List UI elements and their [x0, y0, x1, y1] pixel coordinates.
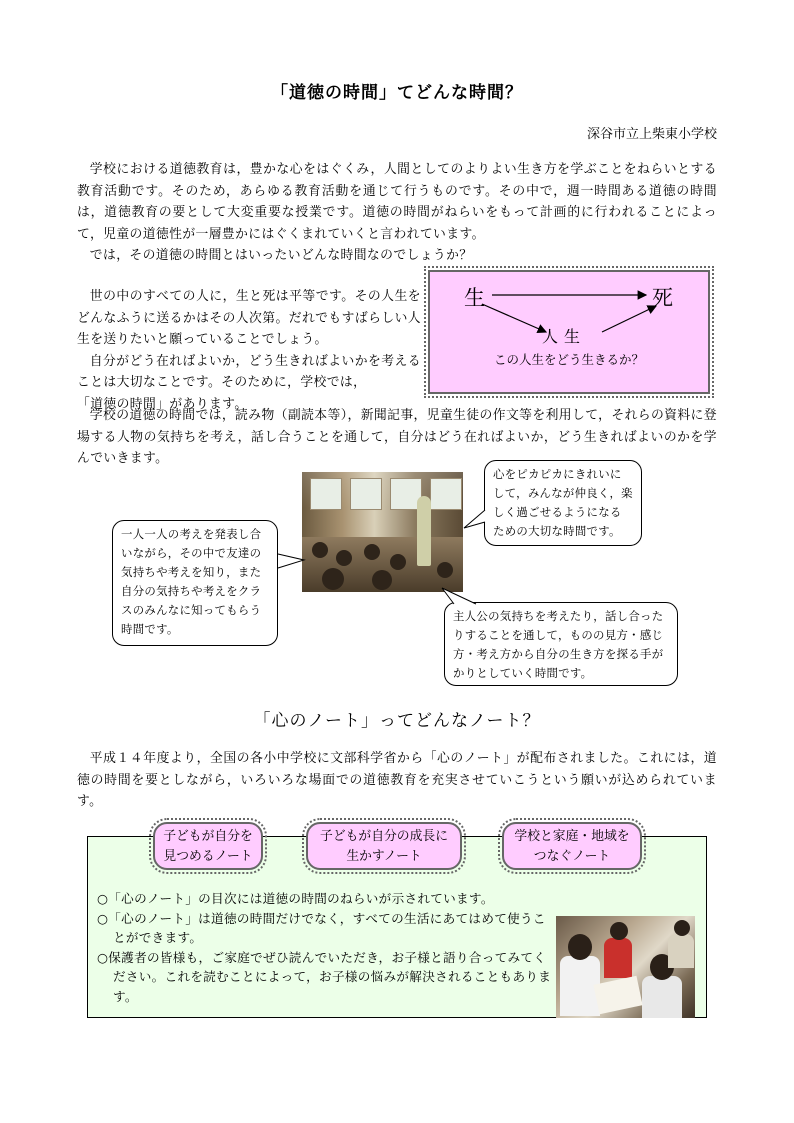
bubble-tail-bottom-right — [440, 586, 480, 606]
section2-paragraph: 平成１４年度より，全国の各小中学校に文部科学省から「心のノート」が配布されました。これには，道徳の時間を要としながら，いろいろな場面での道徳教育を充実させていこうという願いが込められています。 — [77, 751, 717, 809]
section2-text — [77, 748, 717, 813]
body-paragraph-4: 学校の道徳の時間では，読み物（副読本等），新聞記事，児童生徒の作文等を利用して，それらの資料に登場する人物の気持ちを考え，話し合うことを通して，自分はどう在ればよいか，どう生きればよいのかを学んでいきます。 — [77, 408, 717, 466]
note-pill-1-line1: 子どもが自分を — [163, 829, 253, 844]
note-pill-1 — [153, 822, 263, 870]
speech-bubble-top-right: 心をピカピカにきれいにして，みんなが仲良く，楽しく過ごせるようになるための大切な時間です。 — [484, 460, 642, 546]
body-paragraph-1: 世の中のすべての人に，生と死は平等です。その人生をどんなふうに送るかはその人次第。だれでもすばらしい人生を送りたいと願っていることでしょう。 — [77, 289, 421, 347]
bubble-tail-left — [276, 552, 306, 574]
life-start-label: 生 — [464, 286, 485, 310]
note-pill-1-line2: 見つめるノート — [163, 849, 253, 864]
note-pill-2-line1: 子どもが自分の成長に — [320, 829, 448, 844]
students-reading-photo — [556, 916, 695, 1018]
intro-paragraph-1: 学校における道徳教育は，豊かな心をはぐくみ，人間としてのよりよい生き方を学ぶことをねらいとする教育活動です。そのため，あらゆる教育活動を通じて行うものです。その中で，週一時間ある道徳の時間は，道徳教育の要として大変重要な授業です。道徳の時間がねらいをもって計画的に行われることによって，児童の道徳性が一層豊かにはぐくまれていくと言われています。 — [77, 162, 717, 242]
note-item-2: ○「心のノート」は道徳の時間だけでなく，すべての生活にあてはめて使うことができます。 — [97, 910, 546, 945]
body-text-narrow — [77, 286, 421, 415]
life-diagram-box — [428, 270, 710, 394]
life-question: この人生をどう生きるか？ — [493, 352, 644, 367]
intro-paragraph-2: では，その道徳の時間とはいったいどんな時間なのでしょうか？ — [89, 248, 473, 263]
life-arrows — [430, 272, 708, 392]
body-paragraph-3: 「道徳の時間」があります。 — [77, 396, 248, 412]
body-paragraph-2: 自分がどう在ればよいか，どう生きればよいかを考えることは大切なことです。そのために，学校では， — [77, 353, 421, 390]
life-middle-label: 人生 — [542, 327, 587, 346]
speech-bubble-bottom-right: 主人公の気持ちを考えたり，話し合ったりすることを通して，ものの見方・感じ方・考え方から自分の生き方を探る手がかりとしていく時間です。 — [444, 602, 678, 686]
note-pill-2 — [306, 822, 462, 870]
speech-bubble-left: 一人一人の考えを発表し合いながら，その中で友達の気持ちや考えを知り，また自分の気持ちや考えをクラスのみんなに知ってもらう時間です。 — [112, 520, 278, 646]
classroom-photo — [302, 472, 463, 592]
bubble-tail-top-right — [462, 508, 488, 532]
section2-title: 「心のノート」ってどんなノート？ — [253, 711, 541, 731]
note-pill-3-line1: 学校と家庭・地域を — [514, 829, 630, 844]
note-pill-2-line2: 生かすノート — [346, 849, 422, 864]
note-item-list — [97, 889, 552, 1006]
note-item-1: ○「心のノート」の目次には道徳の時間のねらいが示されています。 — [97, 891, 494, 906]
note-item-3: ○保護者の皆様も，ご家庭でぜひ読んでいただき，お子様と語り合ってみてください。これを読むことによって，お子様の悩みが解決されることもあります。 — [97, 949, 552, 1004]
note-pill-3 — [502, 822, 642, 870]
note-pill-3-line2: つなぐノート — [533, 849, 611, 864]
page-title: 「道徳の時間」てどんな時間？ — [271, 83, 523, 103]
school-name: 深谷市立上柴東小学校 — [586, 127, 717, 142]
intro-text — [77, 159, 717, 267]
life-end-label: 死 — [652, 286, 673, 310]
